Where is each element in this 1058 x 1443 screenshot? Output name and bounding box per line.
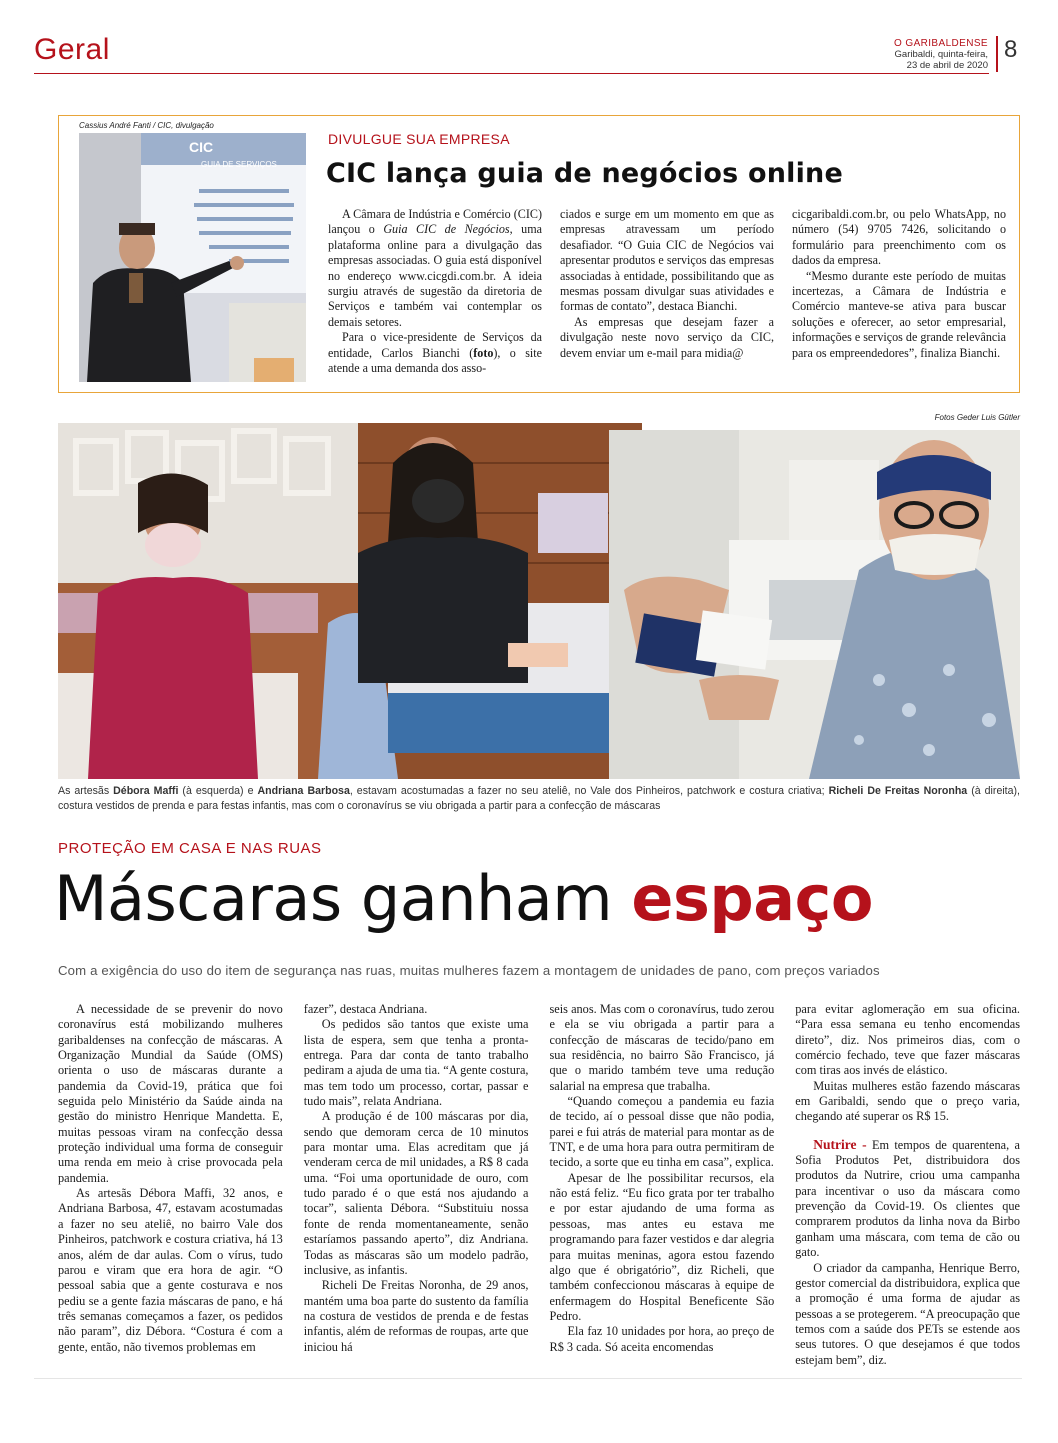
paragraph: “Mesmo durante este período de muitas incertezas, a Câmara de Indústria e Comércio manteve-se ativa para buscar soluções e oferecer, ao setor empresarial, informações e serviços de grande relevância para os empreendedores”, finaliza Bianchi. xyxy=(792,268,1006,360)
page-number: 8 xyxy=(1004,36,1018,63)
photos-credit: Fotos Geder Luis Gütler xyxy=(934,413,1020,422)
section-title: Geral xyxy=(34,33,110,66)
paragraph: “Quando começou a pandemia eu fazia de tecido, aí o pessoal disse que não podia, parei e fui atrás de material para montar as de TNT, e de uma hora para outra permitiram de tecido, a sorte que eu tinha em casa”, explica. xyxy=(549,1094,775,1170)
masks-headline: Máscaras ganham espaço xyxy=(54,862,873,935)
artisans-photo xyxy=(58,423,642,779)
cic-photo-credit: Cassius André Fanti / CIC, divulgação xyxy=(79,121,214,130)
screen-title: CIC xyxy=(189,139,214,155)
masthead-info xyxy=(894,38,988,71)
masks-column-3 xyxy=(550,1002,775,1372)
cic-column-2 xyxy=(560,207,774,383)
cic-column-1 xyxy=(328,207,542,383)
paper-name: O GARIBALDENSE xyxy=(894,38,988,49)
nutrire-lead: Nutrire - xyxy=(813,1136,867,1152)
paragraph: A Câmara de Indústria e Comércio (CIC) lançou o Guia CIC de Negócios, uma plataforma online para a divulgação das empresas associadas. O guia está disponível no endereço www.cicgdi.com.br. A ideia surgiu através de sugestão da diretoria de Serviços e também vai contemplar os demais setores. xyxy=(328,207,542,329)
paragraph: fazer”, destaca Andriana. xyxy=(303,1002,428,1016)
paragraph: As artesãs Débora Maffi, 32 anos, e Andriana Barbosa, 47, estavam acostumadas a fazer no seu ateliê, no bairro Vale dos Pinheiros, patchwork e costura criativa, há 13 anos, além de dar aulas. Com o vírus, tudo parou e viram que era hora de agir. “O pessoal sabia que a gente costurava e nos pediu se a gente fazia máscaras de pano, e há três semanas começamos a fazer, os pedidos não param”, diz Débora. “Costura é com a gente, então, não tivemos problemas em xyxy=(58,1186,283,1354)
paragraph: Para o vice-presidente de Serviços da entidade, Carlos Bianchi (foto), o site atende a uma demanda dos asso- xyxy=(328,330,542,376)
cic-headline: CIC lança guia de negócios online xyxy=(326,158,843,189)
masks-body xyxy=(58,1002,1020,1372)
masks-kicker: PROTEÇÃO EM CASA E NAS RUAS xyxy=(58,840,322,857)
masks-column-2 xyxy=(304,1002,529,1372)
paragraph: ciados e surge em um momento em que as empresas atravessam um período desafiador. “O Guia CIC de Negócios vai apresentar produtos e serviços das empresas associadas à entidade, possibilitando que as mesmas possam divulgar suas atividades e formas de contato”, destaca Bianchi. xyxy=(560,207,774,314)
header-rule xyxy=(34,73,989,74)
paragraph: Richeli De Freitas Noronha, de 29 anos, mantém uma boa parte do sustento da família na costura de vestidos de prenda e de festas infantis, além de reformas de roupas, arte que iniciou há xyxy=(303,1278,529,1354)
paragraph: O criador da campanha, Henrique Berro, gestor comercial da distribuidora, explica que a promoção é uma forma de ajudar as pessoas a se protegerem. “A preocupação que temos com a saúde dos PETs se estende aos seus tutores. O que desejamos é que todos estejam bem”, diz. xyxy=(795,1260,1020,1367)
paragraph: cicgaribaldi.com.br, ou pelo WhatsApp, no número (54) 9705 7426, solicitando o formulário para preenchimento com os dados da empresa. xyxy=(792,207,1006,268)
paragraph: A produção é de 100 máscaras por dia, sendo que demoram cerca de 10 minutos para montar uma. Elas acreditam que já venderam cerca de mil unidades, a R$ 8 cada uma. “Foi uma oportunidade de ouro, com tudo parado é o que está nos ajudando a tocar”, salienta Débora. “Substituiu nossa fonte de renda momentaneamente, senão estaríamos passando aperto”, diz Andriana. Todas as máscaras são um modelo padrão, inclusive, as infantis. xyxy=(303,1109,529,1277)
screen-subtitle: GUIA DE SERVIÇOS xyxy=(201,160,277,169)
date-line-2: 23 de abril de 2020 xyxy=(906,60,988,71)
paragraph: Nutrire - Em tempos de quarentena, a Sofia Produtos Pet, distribuidora dos produtos da Nutrire, criou uma campanha para incentivar o uso da máscara como prevenção da Covid-19. Os clientes que comprarem produtos da linha nova da Birbo ganham uma máscara, com tema de cão ou gato. xyxy=(795,1136,1020,1260)
richeli-photo xyxy=(609,430,1020,779)
masks-subtitle: Com a exigência do uso do item de segurança nas ruas, muitas mulheres fazem a montagem de unidades de pano, com preços variados xyxy=(58,963,880,978)
paragraph: Apesar de lhe possibilitar recursos, ela não está feliz. “Eu fico grata por ter trabalho e por estar ajudando de uma forma as pessoas, mas antes eu estava me programando para fazer vestidos e dar alegria para muitas meninas, agora estou fazendo algo que é obrigatório”, diz Richeli, que também confeccionou máscaras à equipe de enfermagem do Hospital Beneficente São Pedro. xyxy=(549,1170,775,1323)
date-line-1: Garibaldi, quinta-feira, xyxy=(894,49,988,60)
paragraph: A necessidade de se prevenir do novo coronavírus está mobilizando mulheres garibaldenses na confecção de máscaras. A Organização Mundial da Saúde (OMS) orienta o uso de máscaras durante a pandemia da Covid-19, prática que foi seguida pelo Ministério da Saúde ainda na gestão do ministro Henrique Mandetta. E, muitas pessoas viram na confecção dessa proteção individual uma forma de conseguir uma renda em meio à crise provocada pela pandemia. xyxy=(58,1002,283,1185)
paragraph: para evitar aglomeração em sua oficina. “Para essa semana eu tenho encomendas direto”, diz. Nos primeiros dias, com o comércio fechado, teve que fazer máscaras com tiras aos invés de elástico. xyxy=(795,1002,1020,1078)
cic-kicker: DIVULGUE SUA EMPRESA xyxy=(328,131,510,147)
masks-column-4 xyxy=(795,1002,1020,1372)
masks-column-1 xyxy=(58,1002,283,1372)
paragraph: Ela faz 10 unidades por hora, ao preço de R$ 3 cada. Só aceita encomendas xyxy=(549,1324,775,1354)
bottom-rule xyxy=(34,1378,1022,1379)
cic-body xyxy=(328,207,1006,383)
cic-column-3 xyxy=(792,207,1006,383)
paragraph: Os pedidos são tantos que existe uma lista de espera, sem que tenha a pronta-entrega. Para dar conta de tanto trabalho pediram a ajuda de uma tia. “A gente costura, mas tem todo um processo, cortar, passar e tudo mais”, relata Andriana. xyxy=(303,1017,529,1109)
photo-caption: As artesãs Débora Maffi (à esquerda) e Andriana Barbosa, estavam acostumadas a fazer no seu ateliê, no Vale dos Pinheiros, patchwork e costura criativa; Richeli De Freitas Noronha (à direita), costura vestidos de prenda e para festas infantis, mas com o coronavírus se viu obrigada a partir para a confecção de máscaras xyxy=(58,785,1020,812)
paragraph: seis anos. Mas com o coronavírus, tudo zerou e ela se viu obrigada a partir para a confecção de máscaras de tecido/pano em sua residência, no bairro São Francisco, já que o marido também teve uma redução salarial na empresa que trabalha. xyxy=(549,1002,775,1093)
cic-photo xyxy=(79,133,306,382)
paragraph: Muitas mulheres estão fazendo máscaras em Garibaldi, sendo que o preço varia, chegando até superar os R$ 15. xyxy=(795,1078,1020,1124)
header-divider xyxy=(996,36,998,72)
paragraph: As empresas que desejam fazer a divulgação neste novo serviço da CIC, devem enviar um e-mail para midia@ xyxy=(560,314,774,360)
